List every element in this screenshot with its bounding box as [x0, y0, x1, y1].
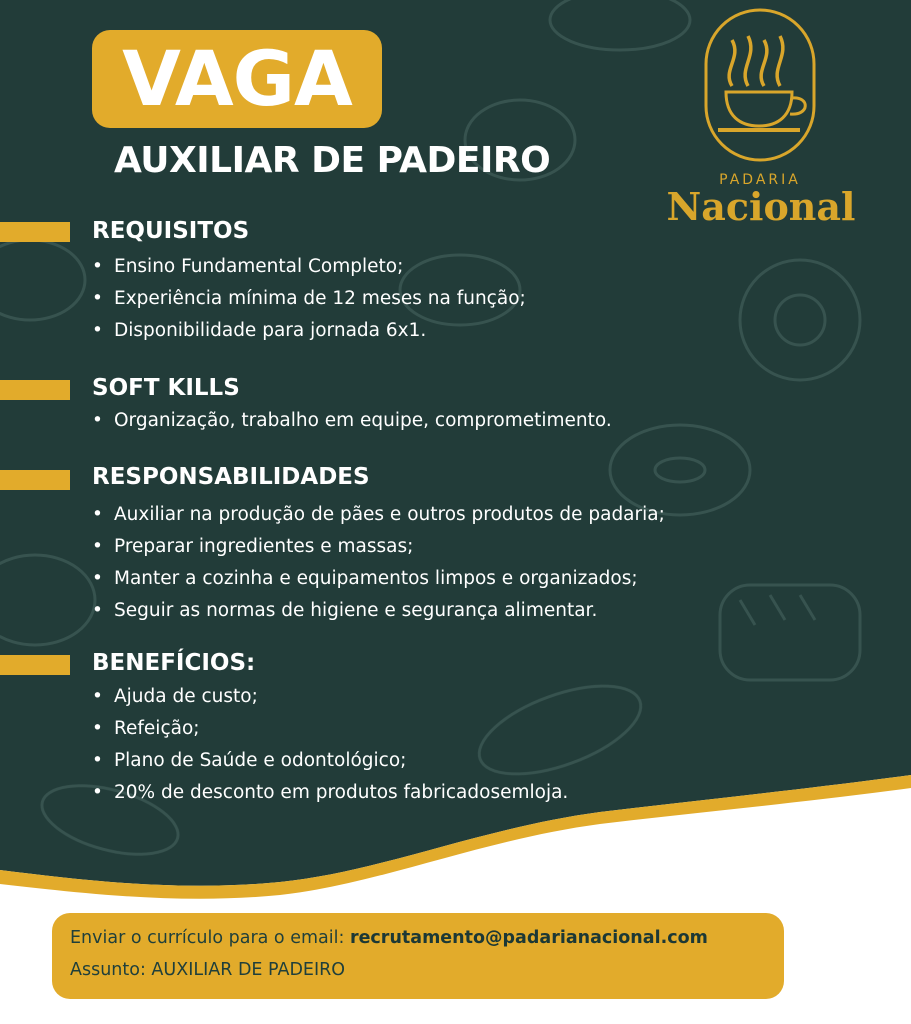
- list-item-text: Plano de Saúde e odontológico;: [114, 750, 407, 771]
- bullet: •: [92, 568, 103, 589]
- contact-subject-line: [70, 960, 345, 980]
- list-item: [92, 536, 413, 557]
- section-marker: [0, 655, 70, 675]
- list-item: [92, 410, 612, 431]
- bullet: •: [92, 320, 103, 341]
- list-item: [92, 686, 258, 707]
- bullet: •: [92, 536, 103, 557]
- bullet: •: [92, 288, 103, 309]
- list-item-text: Disponibilidade para jornada 6x1.: [114, 320, 427, 341]
- contact-email-prefix: Enviar o currículo para o email:: [70, 928, 350, 948]
- bullet: •: [92, 504, 103, 525]
- list-item: [92, 256, 403, 277]
- list-item-text: Experiência mínima de 12 meses na função;: [114, 288, 526, 309]
- list-item-text: Ajuda de custo;: [114, 686, 258, 707]
- section-marker: [0, 222, 70, 242]
- list-item: [92, 750, 406, 771]
- job-title: AUXILIAR DE PADEIRO: [114, 140, 551, 181]
- logo-name: Nacional: [666, 184, 856, 229]
- list-item-text: Seguir as normas de higiene e segurança alimentar.: [114, 600, 598, 621]
- list-item-text: Ensino Fundamental Completo;: [114, 256, 404, 277]
- bullet: •: [92, 718, 103, 739]
- bullet: •: [92, 410, 103, 431]
- bullet: •: [92, 686, 103, 707]
- vaga-badge-text: VAGA: [122, 34, 352, 123]
- list-item: [92, 320, 426, 341]
- list-item: [92, 568, 638, 589]
- bullet: •: [92, 600, 103, 621]
- section-title-beneficios: BENEFÍCIOS:: [92, 650, 256, 676]
- section-marker: [0, 470, 70, 490]
- list-item: [92, 288, 526, 309]
- list-item-text: Organização, trabalho em equipe, comprometimento.: [114, 410, 612, 431]
- contact-subject: AUXILIAR DE PADEIRO: [151, 960, 346, 980]
- list-item-text: Refeição;: [114, 718, 200, 739]
- contact-subject-prefix: Assunto:: [70, 960, 152, 980]
- list-item-text: Manter a cozinha e equipamentos limpos e organizados;: [114, 568, 638, 589]
- contact-email-line: [70, 928, 708, 948]
- contact-box: [52, 913, 784, 999]
- bullet: •: [92, 256, 103, 277]
- section-title-requisitos: REQUISITOS: [92, 218, 250, 244]
- list-item-text: Preparar ingredientes e massas;: [114, 536, 414, 557]
- list-item-text: 20% de desconto em produtos fabricadosemloja.: [114, 782, 569, 803]
- list-item: [92, 718, 200, 739]
- bullet: •: [92, 782, 103, 803]
- logo-top-text: PADARIA: [719, 172, 801, 188]
- list-item-text: Auxiliar na produção de pães e outros produtos de padaria;: [114, 504, 665, 525]
- list-item: [92, 600, 597, 621]
- vaga-badge: [92, 30, 382, 128]
- section-marker: [0, 380, 70, 400]
- section-title-responsabilidades: RESPONSABILIDADES: [92, 464, 370, 490]
- list-item: [92, 504, 665, 525]
- bullet: •: [92, 750, 103, 771]
- section-title-soft-kills: SOFT KILLS: [92, 375, 240, 401]
- list-item: [92, 782, 568, 803]
- contact-email[interactable]: recrutamento@padarianacional.com: [349, 928, 708, 948]
